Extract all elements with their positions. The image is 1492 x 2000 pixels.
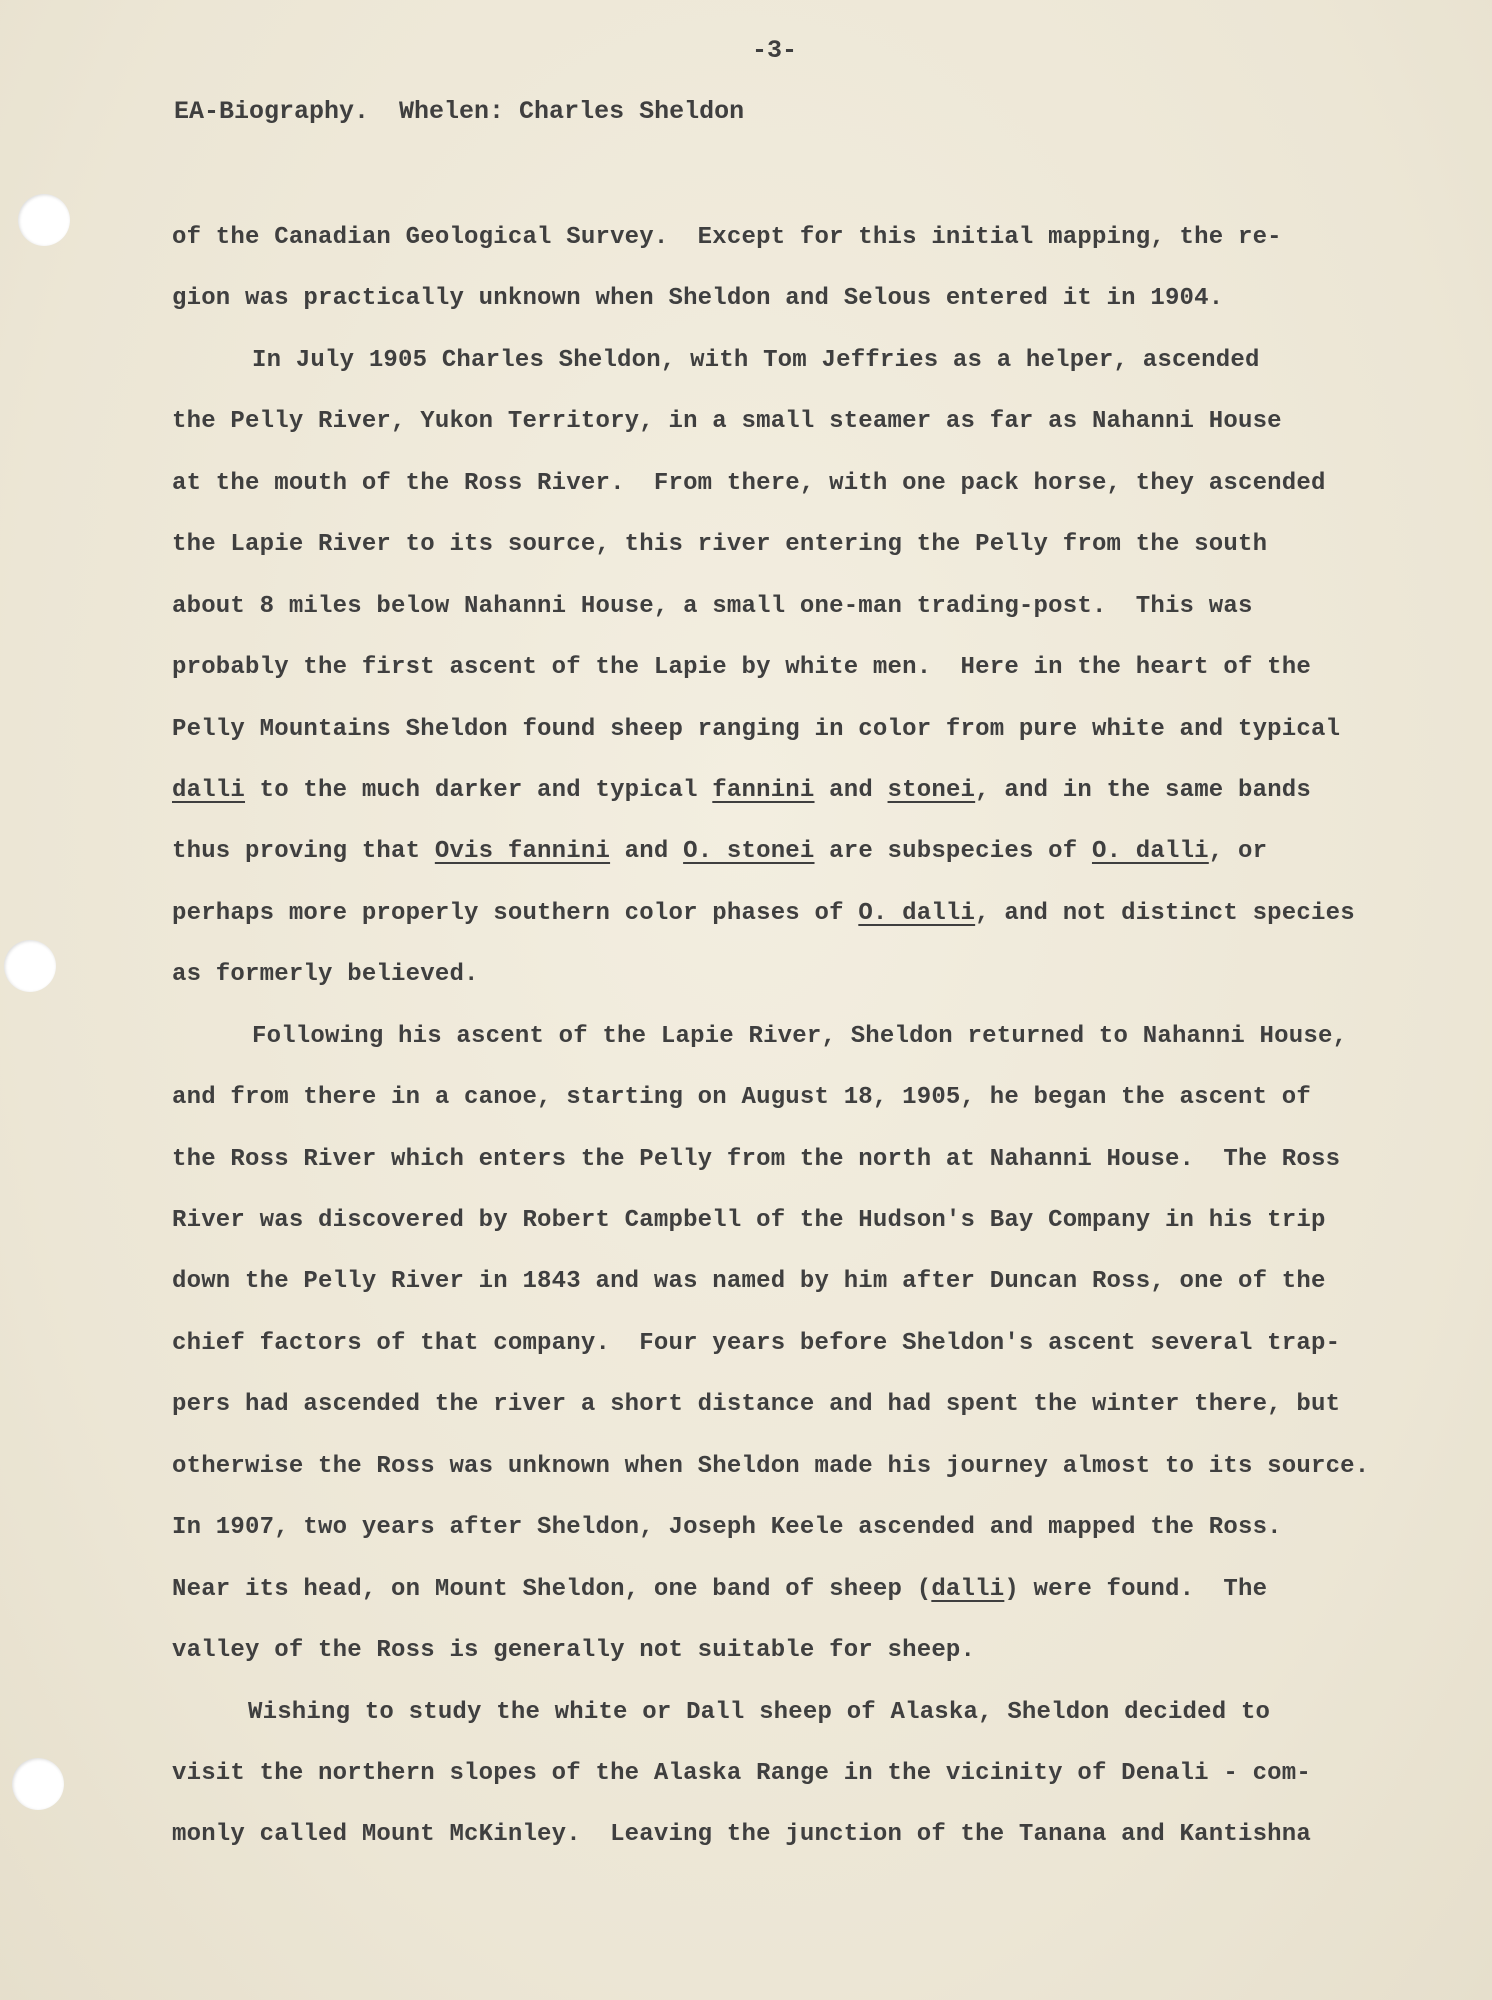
text-segment: , and in the same bands (975, 776, 1312, 804)
text-line: down the Pelly River in 1843 and was named by him after Duncan Ross, one of the (172, 1268, 1326, 1296)
underlined-term: dalli (172, 776, 246, 804)
underlined-term: fannini (712, 776, 815, 804)
body-text (172, 218, 1432, 1877)
text-segment: , and not distinct species (975, 899, 1355, 927)
text-line (172, 1570, 1432, 1631)
text-segment: , or (1208, 838, 1268, 866)
underlined-term: O. dalli (858, 899, 976, 927)
text-segment: ) were found. The (1004, 1575, 1268, 1603)
text-segment: thus proving that (172, 838, 435, 866)
text-line: the Lapie River to its source, this river entering the Pelly from the south (172, 531, 1268, 559)
text-line: the Pelly River, Yukon Territory, in a small steamer as far as Nahanni House (172, 408, 1282, 436)
text-line (172, 832, 1432, 893)
document-header: EA-Biography. Whelen: Charles Sheldon (174, 97, 745, 126)
text-segment: perhaps more properly southern color phases of (172, 899, 859, 927)
binder-hole-bottom (12, 1758, 64, 1810)
underlined-term: O. dalli (1091, 838, 1209, 866)
underlined-term: O. stonei (683, 838, 815, 866)
text-line: otherwise the Ross was unknown when Sheldon made his journey almost to its source. (172, 1452, 1370, 1480)
text-line: of the Canadian Geological Survey. Except for this initial mapping, the re- (172, 224, 1282, 251)
page-number: -3- (752, 36, 798, 65)
text-segment: Near its head, on Mount Sheldon, one band of sheep ( (172, 1575, 932, 1603)
binder-hole-middle (4, 940, 56, 992)
underlined-term: dalli (931, 1575, 1005, 1603)
text-line: River was discovered by Robert Campbell of the Hudson's Bay Company in his trip (172, 1207, 1326, 1234)
binder-hole-top (18, 194, 70, 246)
text-line: about 8 miles below Nahanni House, a small one-man trading-post. This was (172, 592, 1253, 620)
text-segment: and (814, 776, 888, 804)
text-line (172, 894, 1432, 955)
text-line: pers had ascended the river a short distance and had spent the winter there, but (172, 1391, 1341, 1419)
text-line: Wishing to study the white or Dall sheep of Alaska, Sheldon decided to (248, 1698, 1271, 1726)
text-line: chief factors of that company. Four years before Sheldon's ascent several trap- (172, 1329, 1341, 1357)
text-line (172, 771, 1432, 832)
text-line: valley of the Ross is generally not suitable for sheep. (172, 1637, 976, 1665)
underlined-term: stonei (887, 776, 976, 804)
text-line: visit the northern slopes of the Alaska Range in the vicinity of Denali - com- (172, 1759, 1311, 1787)
text-segment: are subspecies of (814, 838, 1092, 866)
text-line: Pelly Mountains Sheldon found sheep ranging in color from pure white and typical (172, 715, 1341, 743)
text-line: probably the first ascent of the Lapie by white men. Here in the heart of the (172, 654, 1311, 682)
text-line: monly called Mount McKinley. Leaving the junction of the Tanana and Kantishna (172, 1821, 1311, 1849)
text-line: gion was practically unknown when Sheldon and Selous entered it in 1904. (172, 285, 1224, 313)
text-line: Following his ascent of the Lapie River, Sheldon returned to Nahanni House, (252, 1022, 1348, 1050)
text-segment: and (610, 838, 684, 866)
text-line: as formerly believed. (172, 961, 479, 989)
text-segment: to the much darker and typical (245, 776, 713, 804)
text-line: In 1907, two years after Sheldon, Joseph Keele ascended and mapped the Ross. (172, 1514, 1282, 1542)
underlined-term: Ovis fannini (434, 838, 611, 866)
text-line: In July 1905 Charles Sheldon, with Tom Jeffries as a helper, ascended (252, 346, 1260, 374)
text-line: the Ross River which enters the Pelly from the north at Nahanni House. The Ross (172, 1145, 1341, 1173)
text-line: at the mouth of the Ross River. From there, with one pack horse, they ascended (172, 469, 1326, 497)
text-line: and from there in a canoe, starting on August 18, 1905, he began the ascent of (172, 1084, 1311, 1112)
